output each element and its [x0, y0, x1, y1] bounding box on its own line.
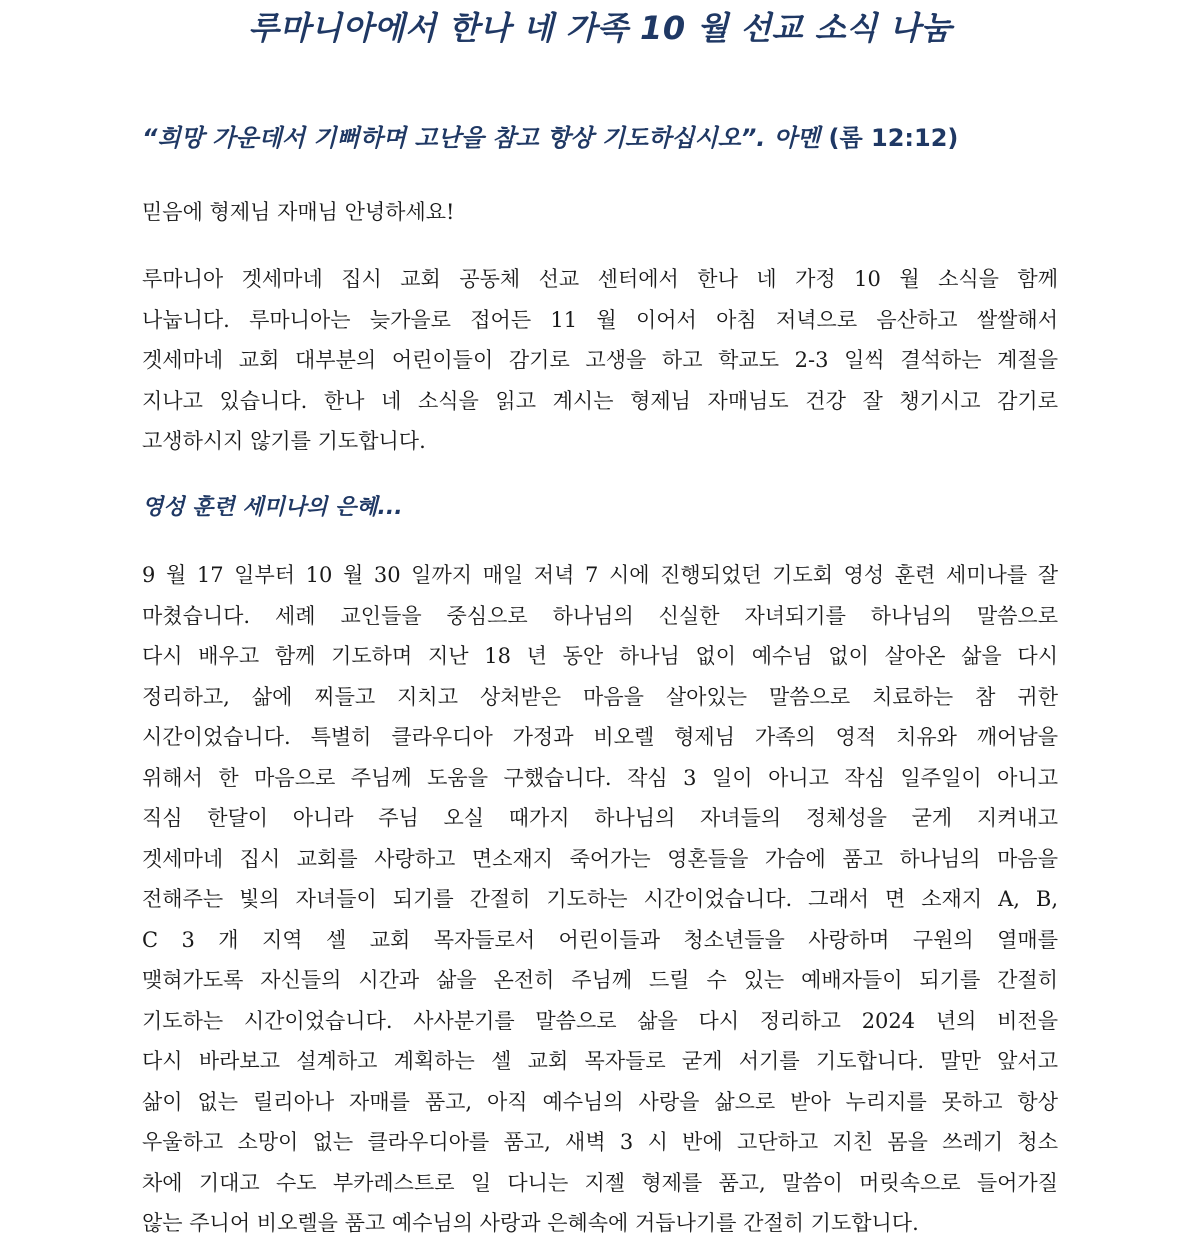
- paragraph-line: 지나고 있습니다. 한나 네 소식을 읽고 계시는 형제님 자매님도 건강 잘 챙기시고 감기로: [142, 388, 1058, 413]
- document-title: 루마니아에서 한나 네 가족 10 월 선교 소식 나눔: [247, 9, 953, 47]
- paragraph-line: 시간이었습니다. 특별히 클라우디아 가정과 비오렐 형제님 가족의 영적 치유와 깨어남을: [142, 725, 1058, 749]
- paragraph-line: 나눕니다. 루마니아는 늦가을로 접어든 11 월 이어서 아침 저녁으로 음산하고 쌀쌀해서: [142, 307, 1058, 332]
- paragraph-line: 다시 배우고 함께 기도하며 지난 18 년 동안 하나님 없이 예수님 없이 살아온 삶을 다시: [142, 644, 1058, 668]
- paragraph-line: 9 월 17 일부터 10 월 30 일까지 매일 저녁 7 시에 진행되었던 기도회 영성 훈련 세미나를 잘: [142, 563, 1058, 587]
- paragraph-line: 루마니아 겟세마네 집시 교회 공동체 선교 센터에서 한나 네 가정 10 월 소식을 함께: [142, 267, 1058, 291]
- paragraph-line: C 3 개 지역 셀 교회 목자들로서 어린이들과 청소년들을 사랑하며 구원의 열매를: [142, 927, 1058, 952]
- paragraph-line: 차에 기대고 수도 부카레스트로 일 다니는 지젤 형제를 품고, 말씀이 머릿속으로 들어가질: [142, 1170, 1058, 1195]
- paragraph-line: 마쳤습니다. 세례 교인들을 중심으로 하나님의 신실한 자녀되기를 하나님의 말씀으로: [142, 603, 1058, 628]
- paragraph-line: 기도하는 시간이었습니다. 사사분기를 말씀으로 삶을 다시 정리하고 2024 년의 비전을: [142, 1008, 1058, 1033]
- paragraph-line: 삶이 없는 릴리아나 자매를 품고, 아직 예수님의 사랑을 삶으로 받아 누리지를 못하고 항상: [142, 1089, 1058, 1114]
- paragraph-line: 정리하고, 삶에 찌들고 지치고 상처받은 마음을 살아있는 말씀으로 치료하는 참 귀한: [142, 684, 1058, 709]
- paragraph-line: 겟세마네 집시 교회를 사랑하고 면소재지 죽어가는 영혼들을 가슴에 품고 하나님의 마음을: [142, 846, 1058, 871]
- paragraph-line: 전해주는 빛의 자녀들이 되기를 간절히 기도하는 시간이었습니다. 그래서 면 소재지 A, B,: [142, 887, 1058, 911]
- verse-reference: (롬 12:12): [828, 124, 959, 152]
- paragraph-line: 고생하시지 않기를 기도합니다.: [142, 429, 426, 453]
- paragraph-line: 위해서 한 마음으로 주님께 도움을 구했습니다. 작심 3 일이 아니고 작심 일주일이 아니고: [142, 765, 1058, 790]
- greeting: 믿음에 형제님 자매님 안녕하세요!: [142, 200, 455, 224]
- paragraph-line: 우울하고 소망이 없는 클라우디아를 품고, 새벽 3 시 반에 고단하고 지친 몸을 쓰레기 청소: [142, 1130, 1058, 1154]
- paragraph-line: 겟세마네 교회 대부분의 어린이들이 감기로 고생을 하고 학교도 2-3 일씩 결석하는 계절을: [142, 348, 1058, 372]
- paragraph-intro: [142, 259, 1058, 462]
- paragraph-line: 다시 바라보고 설계하고 계획하는 셀 교회 목자들로 굳게 서기를 기도합니다. 말만 앞서고: [142, 1049, 1058, 1073]
- section-heading: 영성 훈련 세미나의 은혜...: [142, 495, 403, 520]
- scripture-verse: [142, 118, 1102, 158]
- verse-text: “희망 가운데서 기뻐하며 고난을 참고 항상 기도하십시오”. 아멘: [142, 124, 821, 152]
- paragraph-line: 직심 한달이 아니라 주님 오실 때가지 하나님의 자녀들의 정체성을 굳게 지켜내고: [142, 806, 1058, 830]
- paragraph-line: 않는 주니어 비오렐을 품고 예수님의 사랑과 은혜속에 거듭나기를 간절히 기도합니다.: [142, 1211, 919, 1235]
- paragraph-line: 맺혀가도록 자신들의 시간과 삶을 온전히 주님께 드릴 수 있는 예배자들이 되기를 간절히: [142, 968, 1058, 992]
- paragraph-seminar: [142, 555, 1058, 1244]
